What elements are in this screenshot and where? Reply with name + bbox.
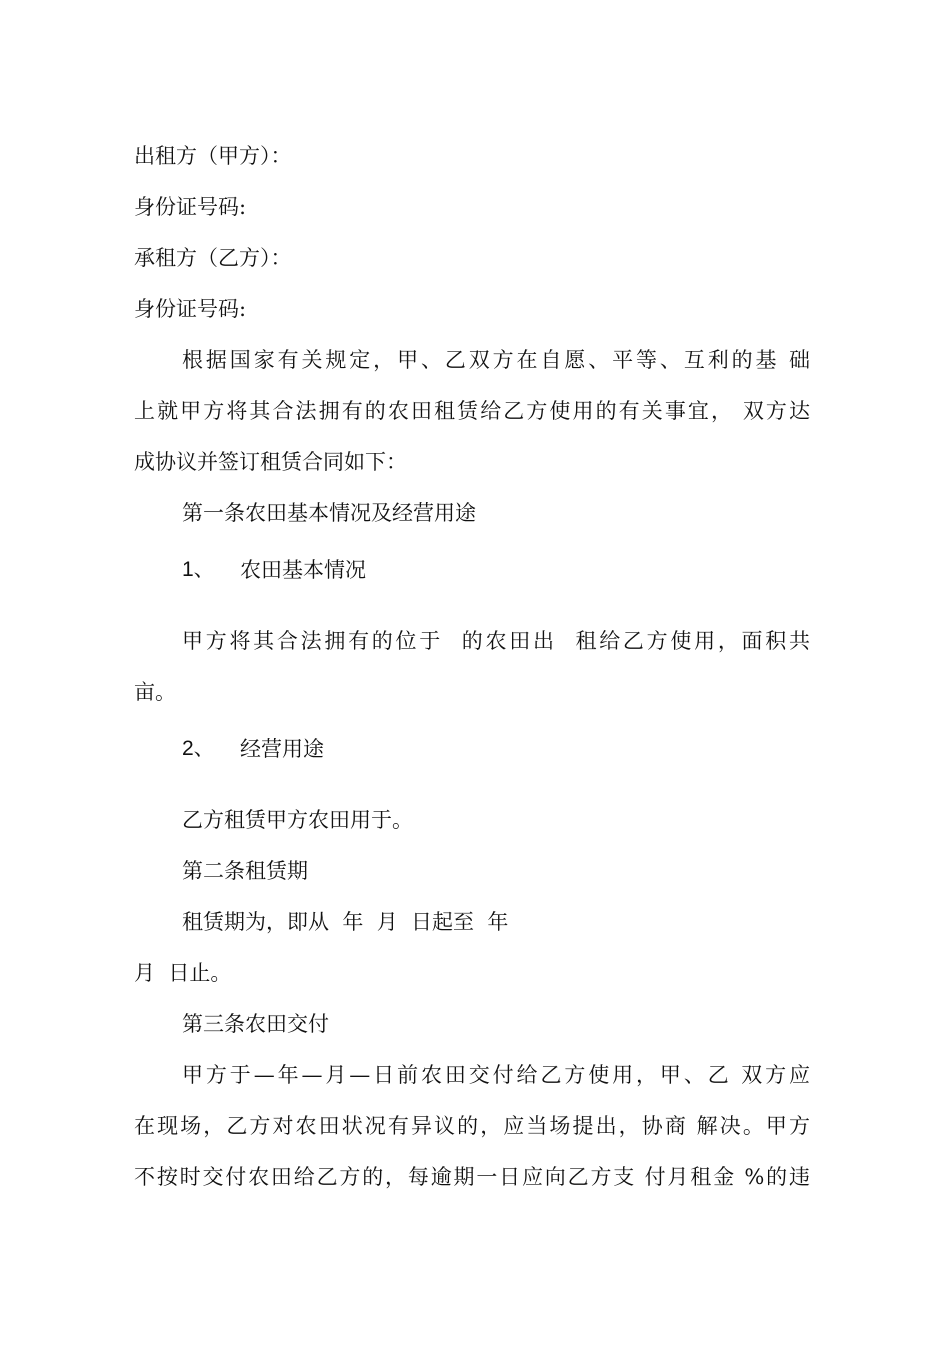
preamble-line: 成协议并签订租赁合同如下：: [134, 450, 407, 474]
item-number: 2、: [182, 737, 215, 760]
article-2-text: 月 日止。: [134, 961, 232, 985]
article-1-title: 第一条农田基本情况及经营用途: [182, 501, 476, 525]
article-2-text: 租赁期为，即从 年 月 日起至 年: [182, 910, 509, 934]
lessee-line: 承租方（乙方）：: [134, 246, 292, 270]
preamble-line: 根据国家有关规定，甲、乙双方在自愿、平等、互利的基 础: [182, 348, 810, 372]
article-1-item-1-text: 甲方将其合法拥有的位于 的农田出 租给乙方使用，面积共: [182, 629, 810, 653]
article-3-text: 甲方于—年—月—日前农田交付给乙方使用，甲、乙 双方应: [182, 1063, 810, 1087]
article-1-item-2-text: 乙方租赁甲方农田用于。: [182, 808, 413, 832]
article-3-text: 不按时交付农田给乙方的，每逾期一日应向乙方支 付月租金 %的违: [134, 1165, 810, 1189]
item-number: 1、: [182, 558, 215, 581]
article-3-text: 在现场，乙方对农田状况有异议的，应当场提出，协商 解决。甲方: [134, 1114, 810, 1138]
item-title: 经营用途: [240, 737, 324, 761]
lessee-id-line: 身份证号码:: [134, 297, 247, 321]
lessor-id-line: 身份证号码:: [134, 195, 247, 219]
preamble-line: 上就甲方将其合法拥有的农田租赁给乙方使用的有关事宜， 双方达: [134, 399, 810, 423]
lessor-line: 出租方（甲方）：: [134, 144, 292, 168]
article-3-title: 第三条农田交付: [182, 1012, 329, 1036]
article-2-title: 第二条租赁期: [182, 859, 308, 883]
item-title: 农田基本情况: [240, 558, 366, 582]
article-1-item-1-text: 亩。: [134, 680, 176, 704]
